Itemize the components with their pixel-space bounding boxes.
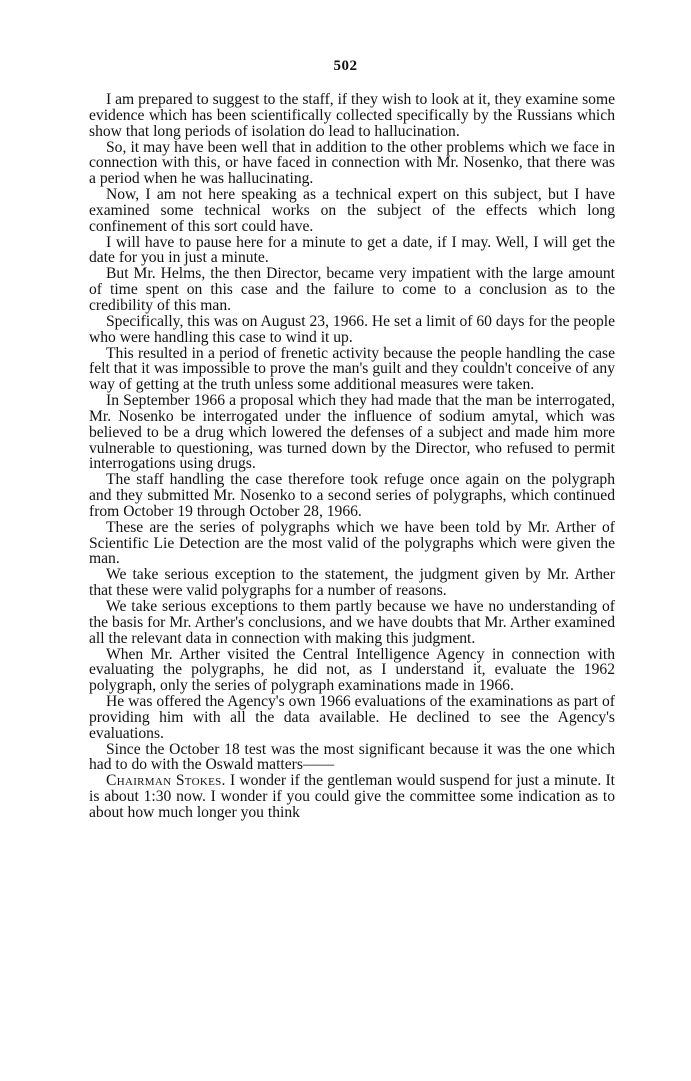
paragraph: So, it may have been well that in addition to the other problems which we face in connection with this, or have faced in connection with Mr. Nosenko, that there was a period when he was hallucinating. <box>89 138 615 188</box>
paragraph: He was offered the Agency's own 1966 evaluations of the examinations as part of providing him with all the data available. He declined to see the Agency's evaluations. <box>89 693 615 742</box>
paragraph: But Mr. Helms, the then Director, became very impatient with the large amount of time spent on this case and the failure to come to a conclusion as to the credibility of this man. <box>89 265 615 314</box>
paragraph: Now, I am not here speaking as a technical expert on this subject, but I have examined some technical works on the subject of the effects which long confinement of this sort could have. <box>89 186 615 235</box>
paragraph: Specifically, this was on August 23, 1966. He set a limit of 60 days for the people who were handling this case to wind it up. <box>89 312 615 346</box>
speaker-text: I wonder if the gentleman would suspend for just a minute. It is about 1:30 now. I wonder if you could give the committee some indication as to about how much longer you think <box>89 772 615 821</box>
paragraph-chairman <box>89 773 615 821</box>
paragraph: I will have to pause here for a minute to get a date, if I may. Well, I will get the date for you in just a minute. <box>89 233 615 267</box>
paragraph: These are the series of polygraphs which we have been told by Mr. Arther of Scientific Lie Detection are the most valid of the polygraphs which were given the man. <box>89 518 615 568</box>
paragraph: This resulted in a period of frenetic activity because the people handling the case felt that it was impossible to prove the man's guilt and they couldn't conceive of any way of getting at the truth unless some additional measures were taken. <box>89 344 615 394</box>
paragraph: In September 1966 a proposal which they had made that the man be interrogated, Mr. Nosenko be interrogated under the influence of sodium amytal, which was believed to be a drug which lowered the defenses of a subject and made him more vulnerable to questioning, was turned down by the Director, who refused to permit interrogations using drugs. <box>89 392 615 473</box>
paragraph: Since the October 18 test was the most significant because it was the one which had to do with the Oswald matters—— <box>89 740 615 774</box>
paragraph: The staff handling the case therefore took refuge once again on the polygraph and they submitted Mr. Nosenko to a second series of polygraphs, which continued from October 19 through October 28, 1966. <box>89 471 615 520</box>
paragraph: We take serious exceptions to them partly because we have no understanding of the basis for Mr. Arther's conclusions, and we have doubts that Mr. Arther examined all the relevant data in connection with making this judgment. <box>89 598 615 647</box>
body-text <box>89 92 615 821</box>
speaker-name: Chairman Stokes. <box>106 772 226 790</box>
paragraph: When Mr. Arther visited the Central Intelligence Agency in connection with evaluating the polygraphs, he did not, as I understand it, evaluate the 1962 polygraph, only the series of polygraph examinations made in 1966. <box>89 645 615 695</box>
paragraph: We take serious exception to the statement, the judgment given by Mr. Arther that these were valid polygraphs for a number of reasons. <box>89 566 615 600</box>
page-number: 502 <box>333 58 358 74</box>
paragraph: I am prepared to suggest to the staff, if they wish to look at it, they examine some evidence which has been scientifically collected specifically by the Russians which show that long periods of isolation do lead to hallucination. <box>89 91 615 140</box>
